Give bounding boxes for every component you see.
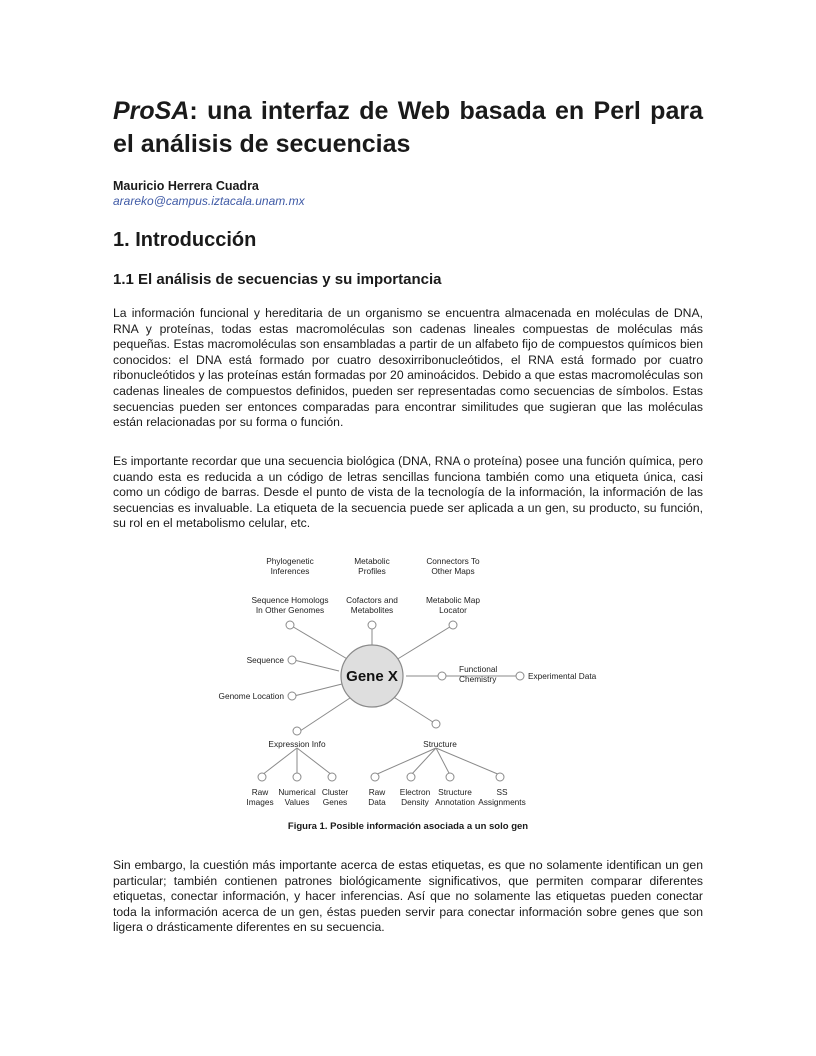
label-electron-density-1: Electron <box>399 787 431 797</box>
section-heading: 1. Introducción <box>113 229 257 251</box>
label-phylogenetic-1: Phylogenetic <box>266 556 314 566</box>
body-paragraph-1: La información funcional y hereditaria de un organismo se encuentra almacenada en moléculas de DNA, RNA y proteínas, todas estas macromoléculas son cadenas lineales compuestas de moléculas más pequeñas. Estas macromoléculas son ensambladas a partir de un alfabeto fijo de compuestos químicos bien conocidos: el DNA está formado por cuatro desoxirribonucleótidos, el RNA está formado por cuatro ribonucleótidos y las proteínas están formadas por 20 aminoácidos. Debido a que estas macromoléculas son cadenas lineales de compuestos definidos, pueden ser representadas como secuencias de símbolos. Estas secuencias pueden ser entonces comparadas para encontrar similitudes que sugieran que las moléculas están relacionadas por su forma o función. <box>113 306 703 430</box>
body-paragraph-2: Es importante recordar que una secuencia biológica (DNA, RNA o proteína) posee una función química, pero cuando esta es reducida a un código de letras sencillas funciona también como una etiqueta única, casi como un código de barras. Desde el punto de vista de la tecnología de la información, la información de las secuencias es invaluable. La etiqueta de la secuencia puede ser aplicada a un gen, su producto, su función, su rol en el metabolismo celular, etc. <box>113 454 703 531</box>
label-ss-assignments-1: SS <box>496 787 508 797</box>
label-raw-images-2: Images <box>246 797 274 807</box>
label-electron-density-2: Density <box>401 797 429 807</box>
label-phylogenetic-2: Inferences <box>270 566 310 576</box>
label-experimental-data: Experimental Data <box>528 671 597 681</box>
label-ss-assignments-2: Assignments <box>478 797 526 807</box>
label-sequence-homologs-2: In Other Genomes <box>255 605 325 615</box>
body-paragraph-3: Sin embargo, la cuestión más importante acerca de estas etiquetas, es que no solamente identifican un gen particular; también contienen patrones biológicamente significativos, que permiten comparar diferentes etiquetas, conectar información, y hacer inferencias. Así que no solamente las etiquetas pueden conectar toda la información acerca de un gen, éstas pueden servir para conectar información sobre genes que son ligera o drásticamente diferentes en su secuencia. <box>113 858 703 935</box>
label-numerical-values-2: Values <box>284 797 310 807</box>
label-cofactors-1: Cofactors and <box>346 595 398 605</box>
label-connectors-1: Connectors To <box>426 556 480 566</box>
title-emphasis: ProSA <box>113 97 190 125</box>
subsection-heading: 1.1 El análisis de secuencias y su importancia <box>113 271 442 288</box>
label-structure-annotation-2: Annotation <box>435 797 475 807</box>
label-expression-info: Expression Info <box>268 739 326 749</box>
label-functional-chemistry-1: Functional <box>459 664 498 674</box>
gene-diagram-svg <box>210 548 610 818</box>
label-cluster-genes-2: Genes <box>322 797 348 807</box>
label-raw-images-1: Raw <box>251 787 269 797</box>
gene-center-label: Gene X <box>346 668 398 685</box>
figure-gene-diagram <box>210 548 610 818</box>
label-functional-chemistry-2: Chemistry <box>459 674 497 684</box>
label-sequence: Sequence <box>246 655 284 665</box>
author-name: Mauricio Herrera Cuadra <box>113 179 259 193</box>
label-connectors-2: Other Maps <box>431 566 475 576</box>
label-raw-data-1: Raw <box>368 787 386 797</box>
title-text: : una interfaz de Web basada en Perl para el análisis de secuencias <box>113 97 703 158</box>
label-map-locator-2: Locator <box>439 605 467 615</box>
label-genome-location: Genome Location <box>218 691 284 701</box>
label-metabolic-profiles-2: Profiles <box>358 566 386 576</box>
label-numerical-values-1: Numerical <box>278 787 316 797</box>
label-structure: Structure <box>423 739 457 749</box>
label-metabolic-profiles-1: Metabolic <box>354 556 390 566</box>
label-sequence-homologs-1: Sequence Homologs <box>251 595 329 605</box>
paper-title <box>113 95 703 161</box>
author-email-link[interactable]: arareko@campus.iztacala.unam.mx <box>113 194 305 208</box>
figure-caption: Figura 1. Posible información asociada a un solo gen <box>287 821 529 832</box>
label-cluster-genes-1: Cluster <box>321 787 349 797</box>
label-raw-data-2: Data <box>368 797 386 807</box>
label-structure-annotation-1: Structure <box>438 787 472 797</box>
label-map-locator-1: Metabolic Map <box>426 595 480 605</box>
label-cofactors-2: Metabolites <box>350 605 394 615</box>
